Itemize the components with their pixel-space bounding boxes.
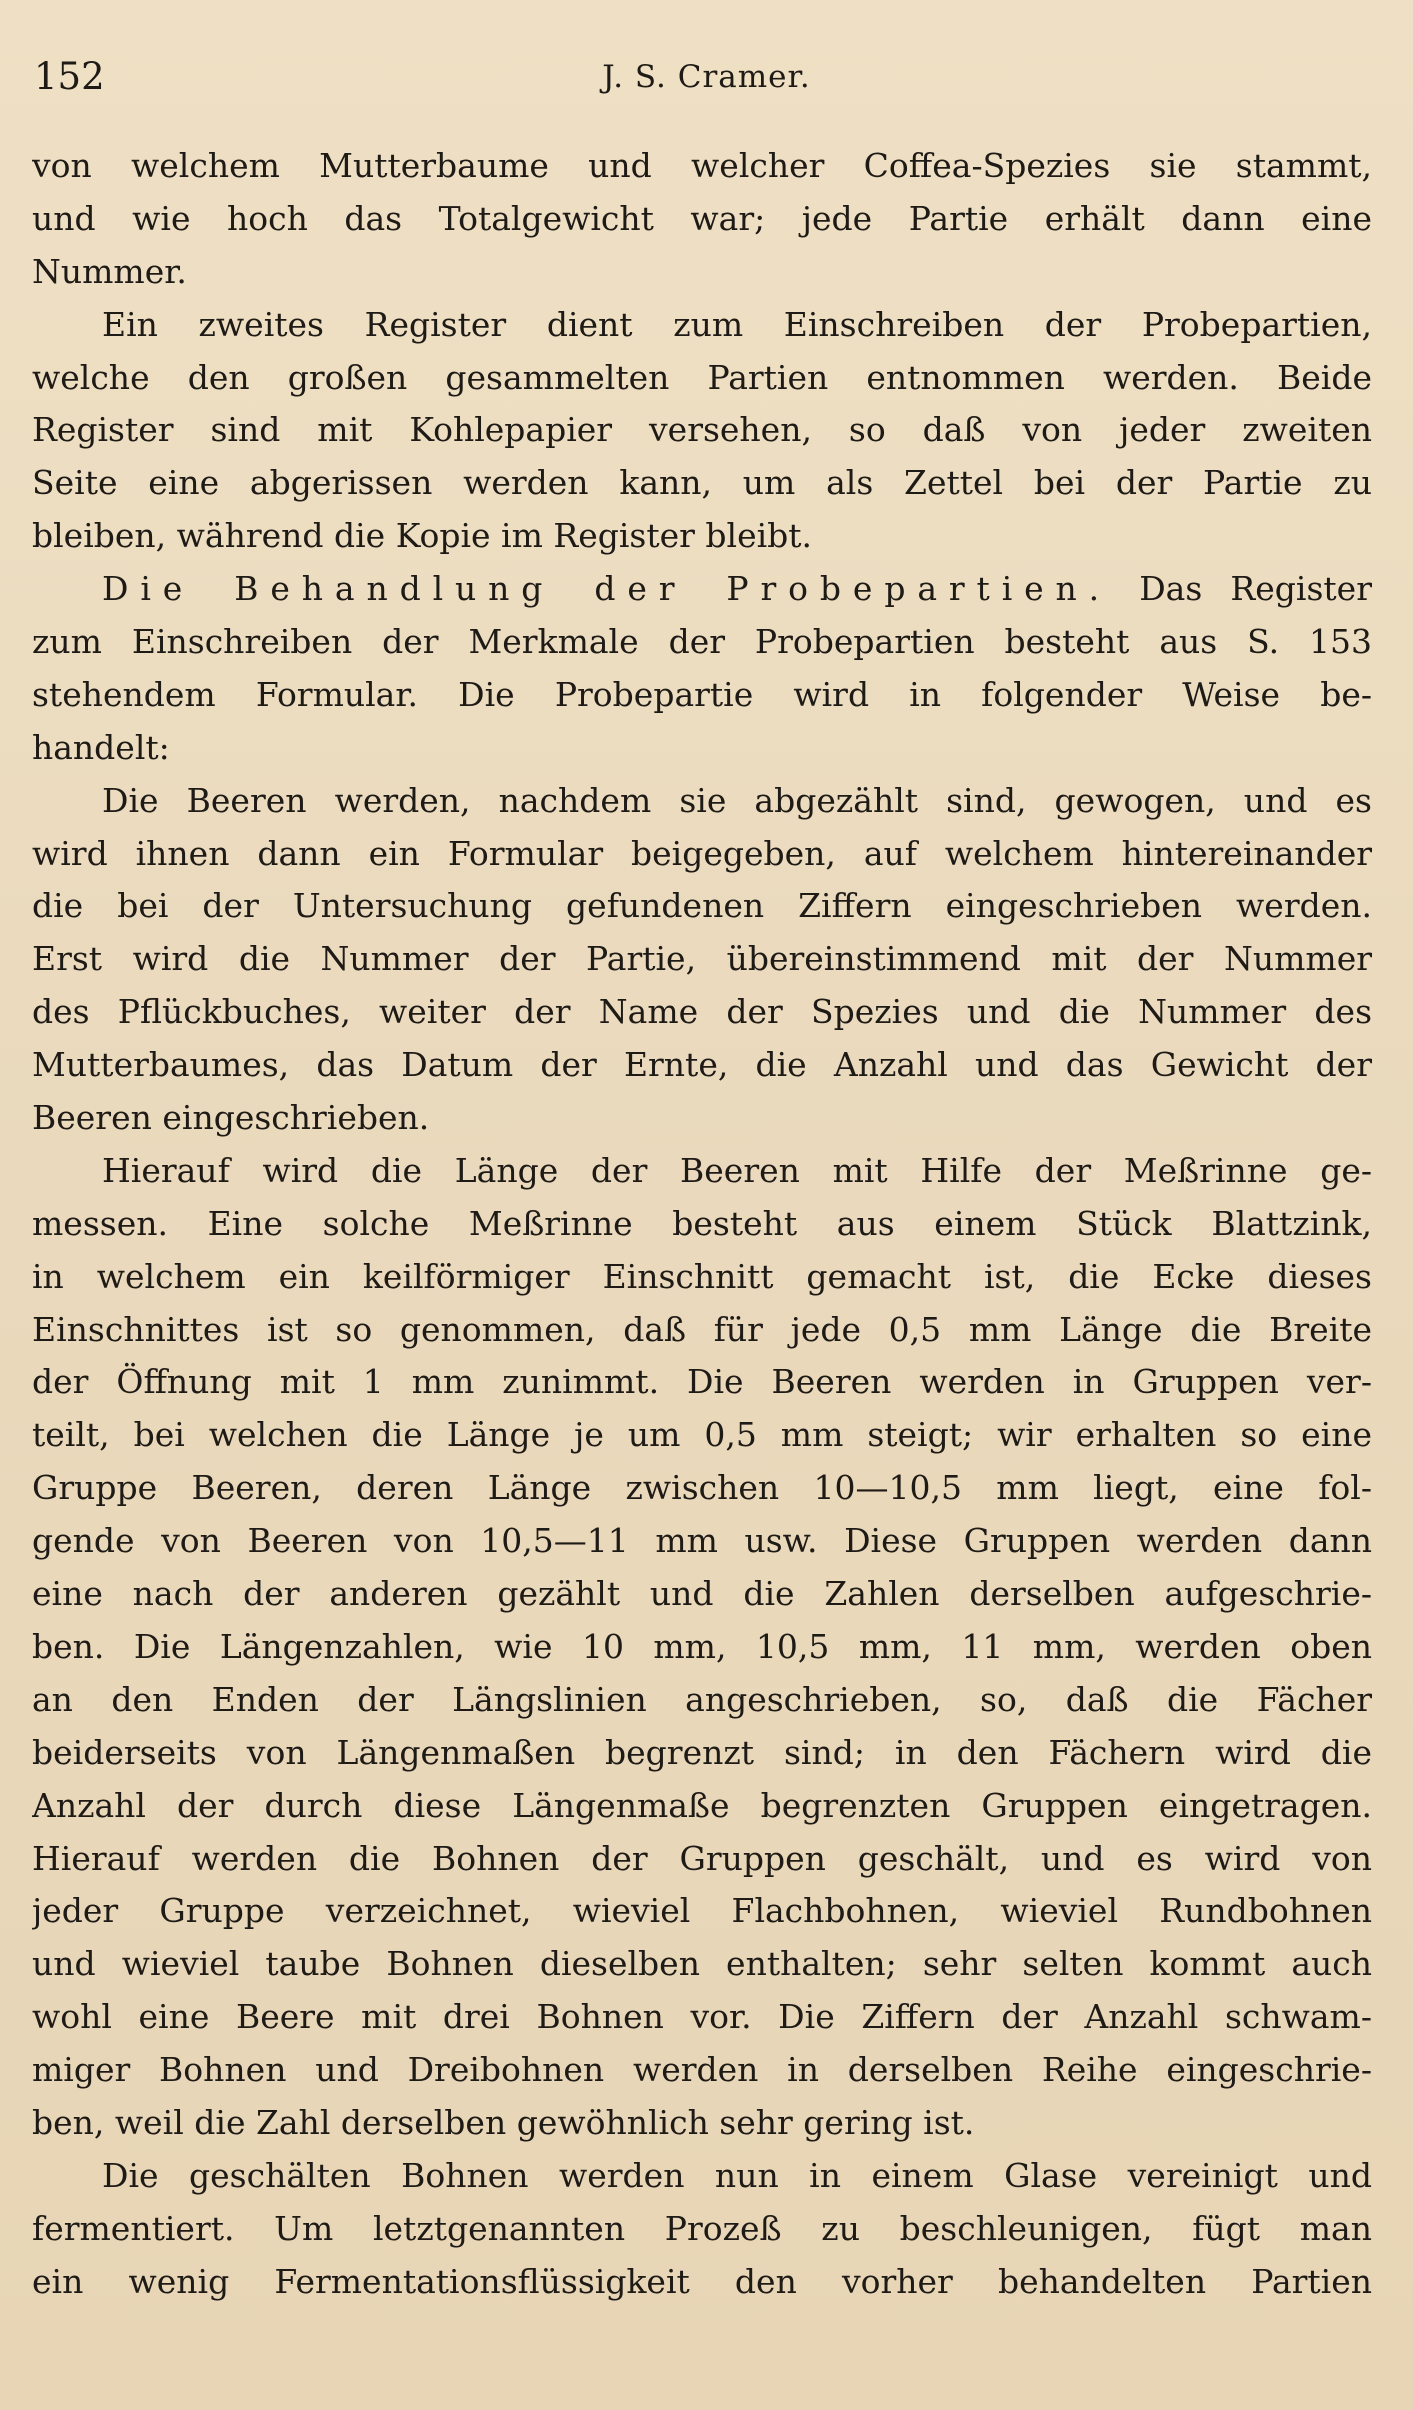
text-line: zum Einschreiben der Merkmale der Probepartien besteht aus S. 153 (32, 622, 1372, 662)
text-line: fermentiert. Um letztgenannten Prozeß zu beschleunigen, fügt man (32, 2208, 1372, 2248)
paragraph-second-register (32, 299, 1372, 563)
text-line: in welchem ein keilförmiger Einschnitt gemacht ist, die Ecke dieses (32, 1256, 1372, 1296)
paragraph-treatment (32, 563, 1372, 775)
text-line: jeder Gruppe verzeichnet, wieviel Flachbohnen, wieviel Rundbohnen (32, 1891, 1372, 1931)
running-head (34, 52, 1379, 102)
text-line: welche den großen gesammelten Partien entnommen werden. Beide (32, 357, 1372, 397)
text-line: Beeren eingeschrieben. (32, 1098, 430, 1138)
text-line: miger Bohnen und Dreibohnen werden in derselben Reihe eingeschrie- (32, 2050, 1372, 2090)
text-line (32, 563, 1372, 616)
text-line: eine nach der anderen gezählt und die Zahlen derselben aufgeschrie- (32, 1574, 1372, 1614)
text-line: Mutterbaumes, das Datum der Ernte, die Anzahl und das Gewicht der (32, 1045, 1372, 1085)
section-lead-rest: Das Register (1111, 569, 1372, 609)
text-line: Einschnittes ist so genommen, daß für jede 0,5 mm Länge die Breite (32, 1309, 1372, 1349)
text-line: messen. Eine solche Meßrinne besteht aus einem Stück Blattzink, (32, 1203, 1372, 1243)
paragraph-fermentation (32, 2150, 1372, 2309)
text-line: teilt, bei welchen die Länge je um 0,5 mm steigt; wir erhalten so eine (32, 1415, 1372, 1455)
text-line: Hierauf wird die Länge der Beeren mit Hilfe der Meßrinne ge- (102, 1150, 1372, 1190)
text-line: Gruppe Beeren, deren Länge zwischen 10—10,5 mm liegt, eine fol- (32, 1468, 1372, 1508)
section-lead-spaced: Die Behandlung der Probepartien. (102, 569, 1112, 609)
text-line: und wie hoch das Totalgewicht war; jede Partie erhält dann eine (32, 198, 1372, 238)
text-line: ein wenig Fermentationsflüssigkeit den vorher behandelten Partien (32, 2261, 1372, 2301)
text-line: ben. Die Längenzahlen, wie 10 mm, 10,5 mm, 11 mm, werden oben (32, 1626, 1372, 1666)
text-line: bleiben, während die Kopie im Register bleibt. (32, 516, 813, 556)
text-line: Erst wird die Nummer der Partie, übereinstimmend mit der Nummer (32, 939, 1372, 979)
running-title: J. S. Cramer. (602, 59, 811, 95)
page-number: 152 (34, 55, 105, 98)
text-line: ben, weil die Zahl derselben gewöhnlich sehr gering ist. (32, 2102, 975, 2142)
text-line: die bei der Untersuchung gefundenen Ziffern eingeschrieben werden. (32, 886, 1372, 926)
text-line: Seite eine abgerissen werden kann, um als Zettel bei der Partie zu (32, 463, 1372, 503)
text-line: Hierauf werden die Bohnen der Gruppen geschält, und es wird von (32, 1838, 1372, 1878)
text-line: stehendem Formular. Die Probepartie wird in folgender Weise be- (32, 674, 1372, 714)
paragraph-measuring (32, 1145, 1372, 2150)
text-line: des Pflückbuches, weiter der Name der Spezies und die Nummer des (32, 992, 1372, 1032)
text-line: wohl eine Beere mit drei Bohnen vor. Die Ziffern der Anzahl schwam- (32, 1997, 1372, 2037)
text-line: Die geschälten Bohnen werden nun in einem Glase vereinigt und (102, 2155, 1372, 2195)
paragraph-berries (32, 775, 1372, 1145)
text-line: handelt: (32, 727, 170, 767)
text-line: wird ihnen dann ein Formular beigegeben, auf welchem hintereinander (32, 833, 1372, 873)
text-line: beiderseits von Längenmaßen begrenzt sind; in den Fächern wird die (32, 1732, 1372, 1772)
text-line: Register sind mit Kohlepapier versehen, so daß von jeder zweiten (32, 410, 1372, 450)
text-line: an den Enden der Längslinien angeschrieben, so, daß die Fächer (32, 1679, 1372, 1719)
text-line: der Öffnung mit 1 mm zunimmt. Die Beeren werden in Gruppen ver- (32, 1362, 1372, 1402)
text-line: gende von Beeren von 10,5—11 mm usw. Diese Gruppen werden dann (32, 1521, 1372, 1561)
text-line: Ein zweites Register dient zum Einschreiben der Probepartien, (102, 304, 1372, 344)
text-line: und wieviel taube Bohnen dieselben enthalten; sehr selten kommt auch (32, 1944, 1372, 1984)
paragraph-intro-continuation (32, 140, 1372, 299)
body-text (32, 140, 1372, 2309)
text-line: Die Beeren werden, nachdem sie abgezählt sind, gewogen, und es (102, 780, 1372, 820)
text-line: von welchem Mutterbaume und welcher Coffea-Spezies sie stammt, (32, 146, 1372, 185)
text-line: Anzahl der durch diese Längenmaße begrenzten Gruppen eingetragen. (32, 1785, 1372, 1825)
text-line: Nummer. (32, 251, 187, 291)
